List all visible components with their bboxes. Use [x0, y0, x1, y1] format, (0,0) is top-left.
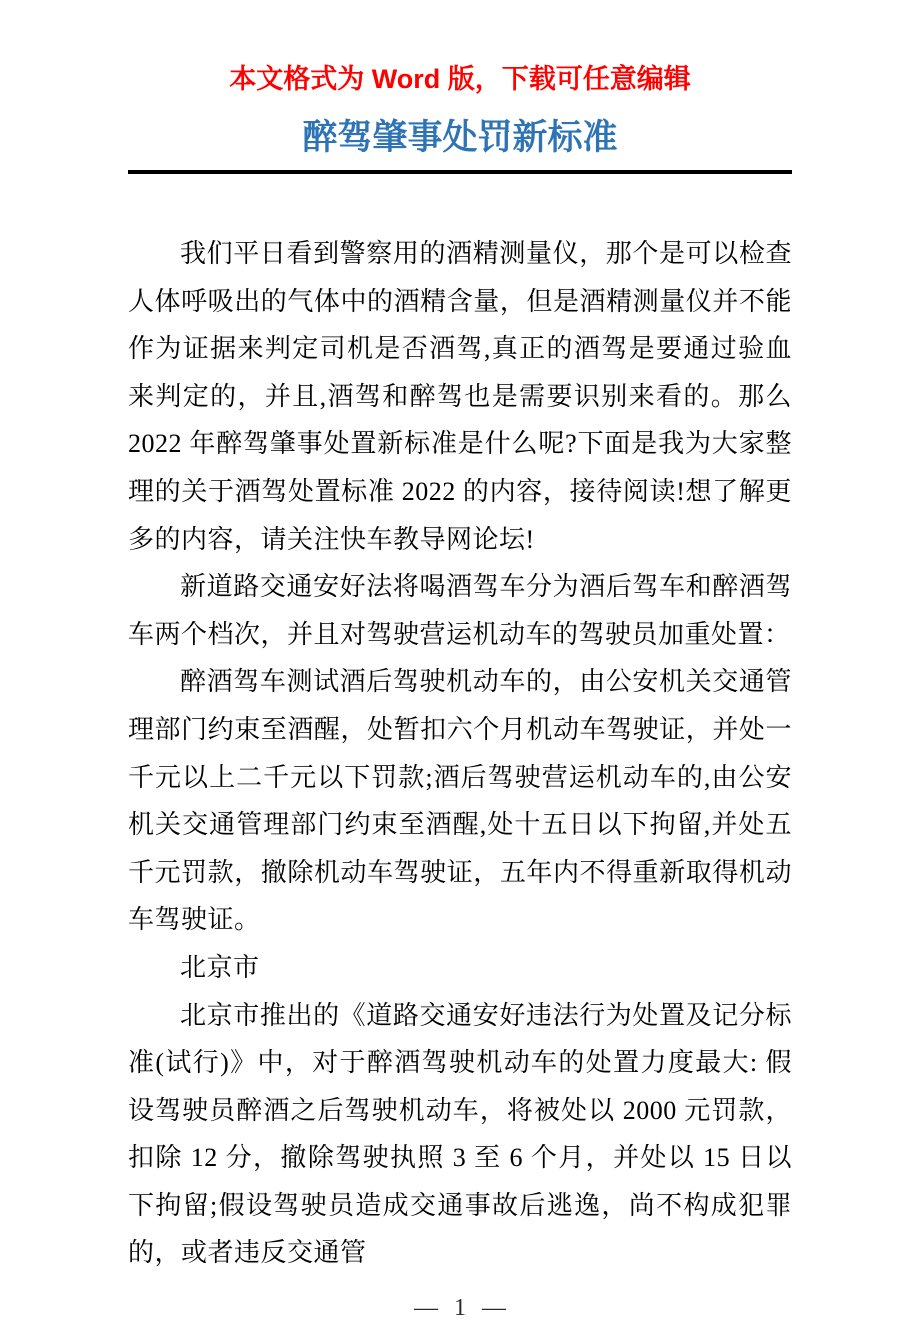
format-notice: 本文格式为 Word 版，下载可任意编辑	[229, 64, 691, 94]
page-number: — 1 —	[414, 1295, 506, 1322]
body-paragraph-intro: 我们平日看到警察用的酒精测量仪，那个是可以检查人体呼吸出的气体中的酒精含量，但是酒精测量仪并不能作为证据来判定司机是否酒驾,真正的酒驾是要通过验血来判定的，并且,酒驾和醉驾也是需要识别来看的。那么 2022 年醉驾肇事处置新标准是什么呢?下面是我为大家整理的关于酒驾处置标准 2022 的内容，接待阅读!想了解更多的内容，请关注快车教导网论坛!	[128, 239, 792, 554]
body-paragraph-law-overview: 新道路交通安好法将喝酒驾车分为酒后驾车和醉酒驾车两个档次，并且对驾驶营运机动车的驾驶员加重处置：	[128, 572, 792, 649]
document-body	[128, 230, 792, 1277]
body-paragraph-beijing-standard: 北京市推出的《道路交通安好违法行为处置及记分标准(试行)》中，对于醉酒驾驶机动车的处置力度最大: 假设驾驶员醉酒之后驾驶机动车，将被处以 2000 元罚款，扣除 12 分，撤除驾驶执照 3 至 6 个月，并处以 15 日以下拘留;假设驾驶员造成交通事故后逃逸，尚不构成犯罪的，或者违反交通管	[128, 1000, 792, 1268]
body-paragraph-penalty-details: 醉酒驾车测试酒后驾驶机动车的，由公安机关交通管理部门约束至酒醒，处暂扣六个月机动车驾驶证，并处一千元以上二千元以下罚款;酒后驾驶营运机动车的,由公安机关交通管理部门约束至酒醒,处十五日以下拘留,并处五千元罚款，撤除机动车驾驶证，五年内不得重新取得机动车驾驶证。	[128, 667, 792, 935]
title-underline-rule	[128, 170, 792, 174]
body-paragraph-beijing-heading: 北京市	[180, 952, 260, 982]
document-title: 醉驾肇事处罚新标准	[302, 118, 618, 157]
